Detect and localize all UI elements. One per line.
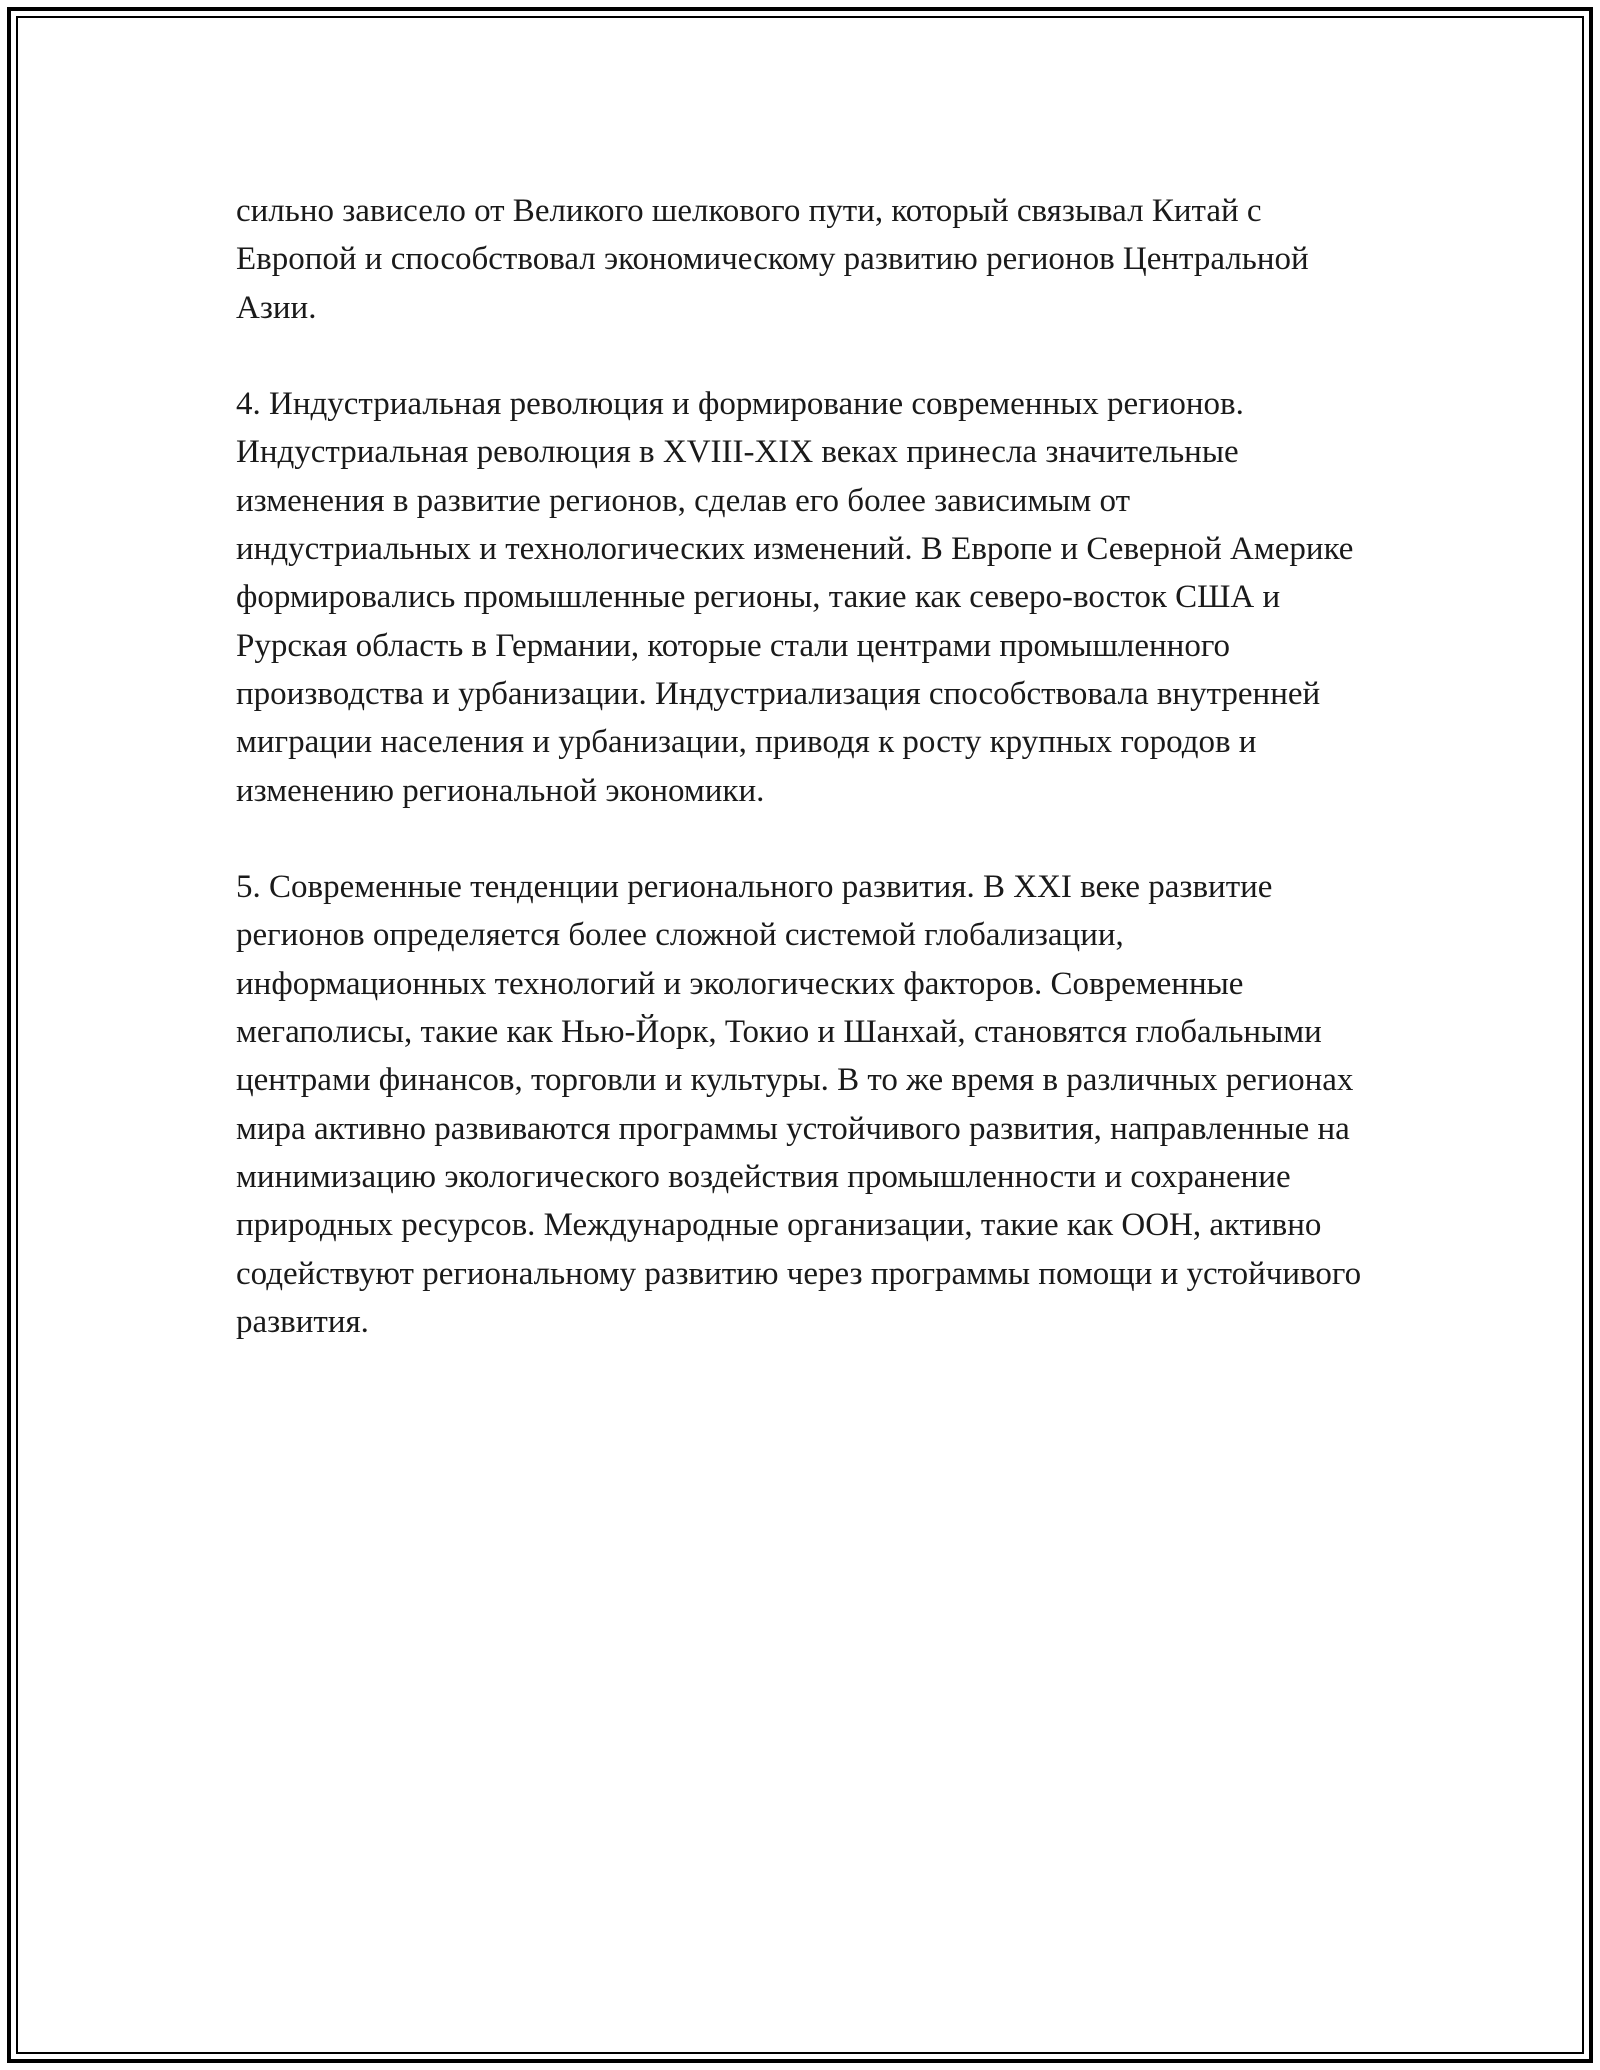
document-body bbox=[236, 187, 1366, 1346]
paragraph-silk-road-continuation: сильно зависело от Великого шелкового пути, который связывал Китай с Европой и способствовал экономическому развитию регионов Центральной Азии. bbox=[236, 193, 1309, 326]
paragraph-modern-trends: 5. Современные тенденции регионального развития. В XXI веке развитие регионов определяется более сложной системой глобализации, информационных технологий и экологических факторов. Современные мегаполисы, такие как Нью-Йорк, Токио и Шанхай, становятся глобальными центрами финансов, торговли и культуры. В то же время в различных регионах мира активно развиваются программы устойчивого развития, направленные на минимизацию экологического воздействия промышленности и сохранение природных ресурсов. Международные организации, такие как ООН, активно содействуют региональному развитию через программы помощи и устойчивого развития. bbox=[236, 869, 1362, 1340]
paragraph-industrial-revolution: 4. Индустриальная революция и формирование современных регионов. Индустриальная революция в XVIII-XIX веках принесла значительные изменения в развитие регионов, сделав его более зависимым от индустриальных и технологических изменений. В Европе и Северной Америке формировались промышленные регионы, такие как северо-восток США и Рурская область в Германии, которые стали центрами промышленного производства и урбанизации. Индустриализация способствовала внутренней миграции населения и урбанизации, приводя к росту крупных городов и изменению региональной экономики. bbox=[236, 386, 1354, 809]
